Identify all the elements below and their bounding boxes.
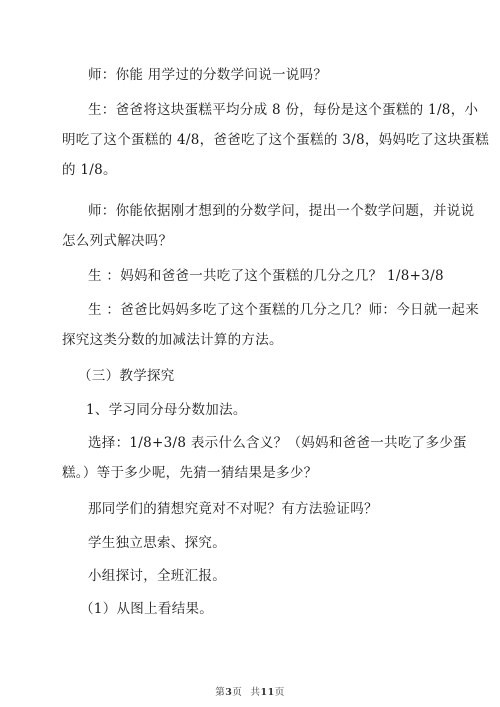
paragraph-independent-thinking [62, 528, 452, 558]
subsection-heading-addition [62, 395, 452, 425]
text-line: 学生独立思索、探究。 [88, 535, 226, 551]
text-line: （三）教学探究 [78, 368, 175, 384]
text-line: 师：你能依据刚才想到的分数学问，提出一个数学问题，并说说 [88, 203, 475, 219]
footer-total-suffix: 页 [274, 687, 285, 698]
text-line: 怎么列式解决吗？ [62, 233, 173, 249]
paragraph-teacher-question-1 [62, 60, 452, 90]
text-line: 小组探讨，全班汇报。 [88, 568, 226, 584]
paragraph-teacher-question-2 [62, 196, 475, 256]
text-line: 探究这类分数的加减法计算的方法。 [62, 332, 283, 348]
text-line: 糕。）等于多少呢，先猜一猜结果是多少？ [62, 465, 318, 481]
text-line: 生 ：爸爸比妈妈多吃了这个蛋糕的几分之几？师：今日就一起来 [88, 302, 479, 318]
footer-prefix: 第 [215, 687, 226, 698]
text-line: 明吃了这个蛋糕的 4/8，爸爸吃了这个蛋糕的 3/8，妈妈吃了这块蛋糕 [62, 132, 490, 148]
paragraph-student-answer-1 [62, 95, 490, 185]
text-line: 师：你能 用学过的分数学问说一说吗？ [88, 67, 328, 83]
text-line: （1）从图上看结果。 [80, 601, 214, 617]
text-line: 生 ：妈妈和爸爸一共吃了这个蛋糕的几分之几？ 1/8+3/8 [88, 268, 444, 284]
page-footer [0, 684, 500, 698]
text-line: 选择：1/8+3/8 表示什么含义？（妈妈和爸爸一共吃了多少蛋 [88, 435, 467, 451]
paragraph-choice-question [62, 428, 467, 488]
paragraph-verify-question [62, 494, 452, 524]
paragraph-student-answer-3 [62, 295, 479, 355]
total-pages: 11 [260, 687, 275, 698]
text-line: 的 1/8。 [62, 162, 117, 178]
page-number: 3 [225, 687, 233, 698]
text-line: 生：爸爸将这块蛋糕平均分成 8 份，每份是这个蛋糕的 1/8，小 [88, 102, 479, 118]
text-line: 那同学们的猜想究竟对不对呢？有方法验证吗？ [88, 501, 378, 517]
paragraph-step-1 [80, 594, 470, 624]
paragraph-group-discussion [62, 561, 452, 591]
footer-page-suffix: 页 [232, 687, 243, 698]
paragraph-student-answer-2 [62, 261, 452, 291]
text-line: 1、学习同分母分数加法。 [86, 402, 247, 418]
section-heading-teaching-exploration [78, 361, 468, 391]
footer-total-prefix: 共 [250, 687, 261, 698]
